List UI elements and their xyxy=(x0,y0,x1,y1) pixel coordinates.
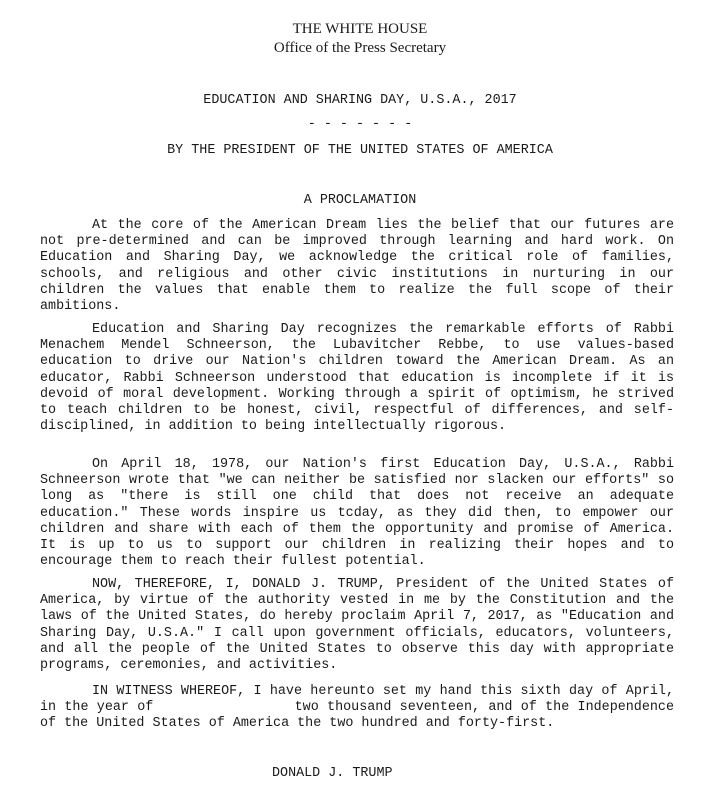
proclamation-heading: A PROCLAMATION xyxy=(303,193,417,208)
paragraph-proclamation: NOW, THEREFORE, I, DONALD J. TRUMP, President of the United States of America, by virtue of the authority vested in me by the Constitution and the laws of the United States, do hereby proclaim April 7, 2017, as "Education and Sharing Day, U.S.A." I call upon government officials, educators, volunteers, and all the people of the United States to observe this day with appropriate programs, ceremonies, and activities. xyxy=(40,577,674,674)
document-title: EDUCATION AND SHARING DAY, U.S.A., 2017 xyxy=(203,93,517,108)
byline: BY THE PRESIDENT OF THE UNITED STATES OF AMERICA xyxy=(167,143,553,158)
paragraph-schneerson: Education and Sharing Day recognizes the remarkable efforts of Rabbi Menachem Mendel Schneerson, the Lubavitcher Rebbe, to use values-based education to drive our Nation's children toward the American Dream. As an educator, Rabbi Schneerson understood that education is incomplete if it is devoid of moral development. Working through a spirit of optimism, he strived to teach children to be honest, civil, respectful of differences, and self-disciplined, in addition to being intellectually rigorous. xyxy=(40,322,674,435)
paragraph-witness: IN WITNESS WHEREOF, I have hereunto set my hand this sixth day of April, in the year of two thousand seventeen, and of the Independence of the United States of America the two hundred and forty-first. xyxy=(40,684,683,732)
letterhead-office: Office of the Press Secretary xyxy=(273,40,447,56)
paragraph-intro: At the core of the American Dream lies the belief that our futures are not pre-determined and can be improved through learning and hard work. On Education and Sharing Day, we acknowledge the critical role of families, schools, and religious and other civic institutions in nurturing in our children the values that enable them to realize the full scope of their ambitions. xyxy=(40,218,674,315)
letterhead-institution: THE WHITE HOUSE xyxy=(292,21,428,37)
letterhead xyxy=(0,20,720,58)
title-separator: - - - - - - - xyxy=(307,117,413,132)
paragraph-education-day: On April 18, 1978, our Nation's first Education Day, U.S.A., Rabbi Schneerson wrote that "we can neither be satisfied nor slacken our efforts" so long as "there is still one child that does not receive an adequate education." These words inspire us tcday, as they did then, to empower our children and share with each of them the opportunity and promise of America. It is up to us to support our children in realizing their hopes and to encourage them to reach their fullest potential. xyxy=(40,457,674,570)
signature: DONALD J. TRUMP xyxy=(272,766,393,781)
